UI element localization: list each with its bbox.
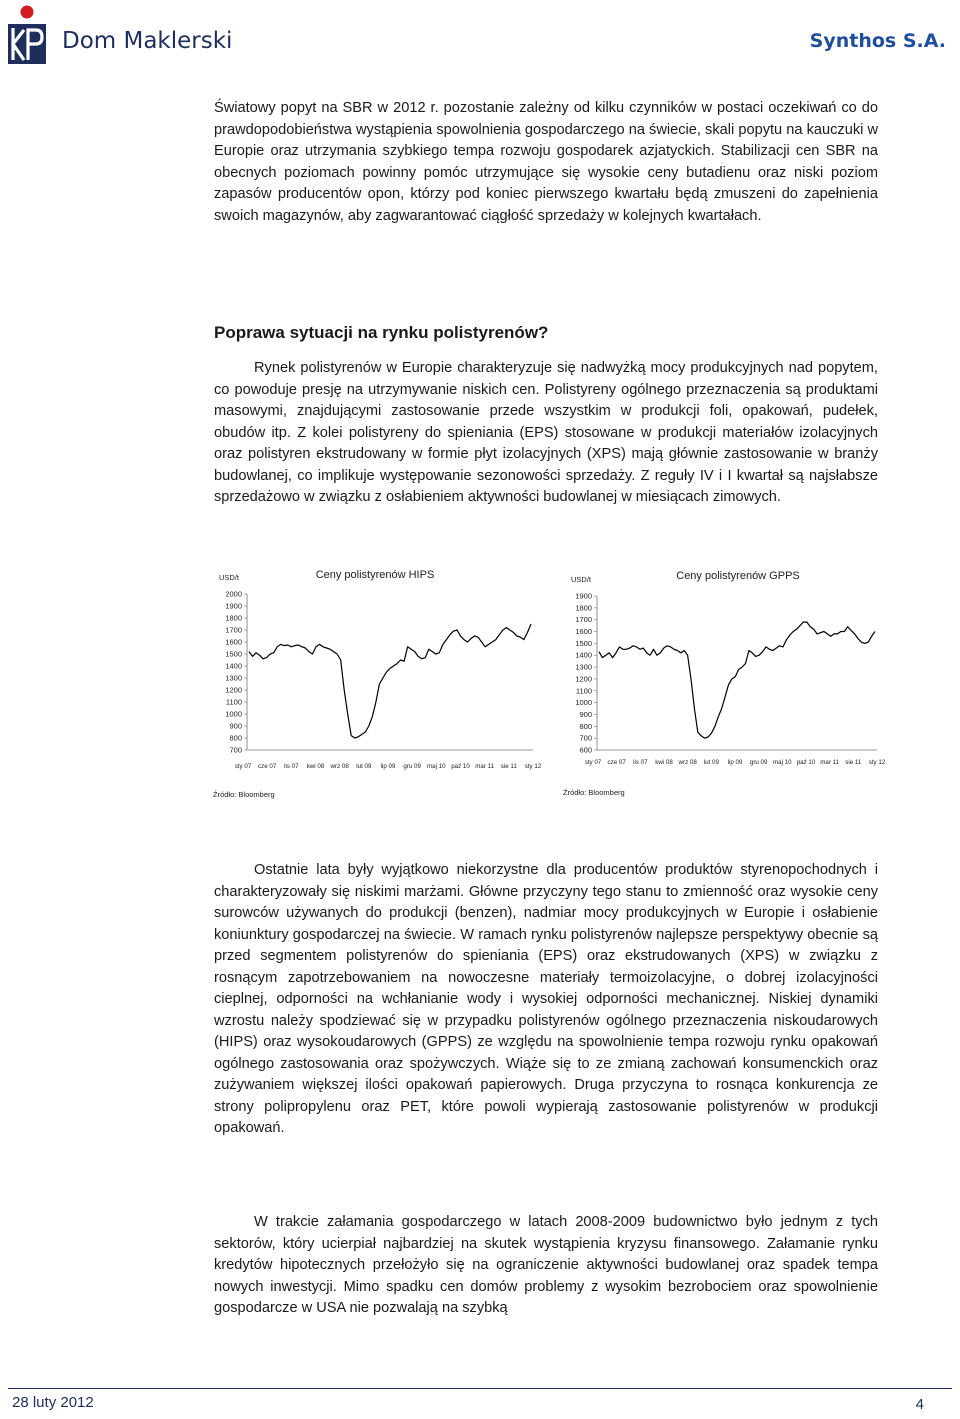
x-tick-label: lip 09 bbox=[380, 763, 396, 770]
y-tick-label: 1700 bbox=[225, 625, 242, 635]
x-tick-label: lip 09 bbox=[727, 759, 743, 766]
x-tick-label: lis 07 bbox=[633, 759, 648, 766]
chart-title: Ceny polistyrenów GPPS bbox=[676, 570, 800, 582]
y-tick-label: 1100 bbox=[575, 686, 592, 696]
y-tick-label: 1100 bbox=[225, 697, 242, 707]
x-tick-label: cze 07 bbox=[258, 763, 277, 770]
y-tick-label: 900 bbox=[229, 721, 242, 731]
footer-date: 28 luty 2012 bbox=[12, 1394, 94, 1411]
chart-svg bbox=[555, 558, 895, 778]
y-tick-label: 600 bbox=[579, 745, 592, 755]
y-tick-label: 1400 bbox=[575, 650, 592, 660]
price-series-line bbox=[599, 622, 875, 738]
x-tick-label: paź 10 bbox=[451, 763, 470, 770]
y-tick-label: 1900 bbox=[575, 591, 592, 601]
y-tick-label: 1800 bbox=[575, 603, 592, 613]
y-tick-label: 1500 bbox=[575, 638, 592, 648]
paragraph-market-conditions: Ostatnie lata były wyjątkowo niekorzystne dla producentów produktów styrenopochodnych i charakteryzowały się niskimi marżami. Główne przyczyny tego stanu to zmienność oraz wysokie ceny surowców używanych do produkcji (benzen), nadmiar mocy produkcyjnych w Europie i osłabienie koniunktury gospodarczej na świecie. W ramach rynku polistyrenów najlepsze perspektywy obecnie są przed segmentem polistyrenów do spieniania (EPS) oraz ekstrudowanych (XPS) w związku z rosnącym zapotrzebowaniem na nowoczesne materiały termoizolacyjne, o dobrej izolacyjności cieplnej, odporności na wchłanianie wody i wysokiej odporności mechanicznej. Niskiej dynamiki wzrostu należy spodziewać się w przypadku polistyrenów ogólnego przeznaczenia niskoudarowych (HIPS) oraz wysokoudarowych (GPPS) ze względu na spowolnienie tempa rozwoju rynku opakowań ogólnego zastosowania oraz spożywczych. Wiąże się to ze zmianą zachowań konsumenckich oraz zużywaniem większej ilości opakowań papierowych. Druga przyczyna to rosnąca konkurencja ze strony polipropylenu oraz PET, które powoli wypierają zastosowanie polistyrenów w produkcji opakowań. bbox=[214, 862, 878, 1136]
price-series-line bbox=[249, 624, 531, 738]
y-tick-label: 1000 bbox=[575, 698, 592, 708]
footer-divider bbox=[8, 1388, 952, 1389]
y-tick-label: 700 bbox=[229, 745, 242, 755]
chart-source-hips: Źródło: Bloomberg bbox=[213, 790, 275, 799]
x-tick-label: wrz 08 bbox=[678, 759, 697, 766]
y-tick-label: 1200 bbox=[225, 685, 242, 695]
y-tick-label: 700 bbox=[579, 733, 592, 743]
x-tick-label: paź 10 bbox=[796, 759, 816, 766]
x-tick-label: kwi 08 bbox=[306, 763, 325, 770]
x-tick-label: wrz 08 bbox=[330, 763, 349, 770]
y-tick-label: 1300 bbox=[575, 662, 592, 672]
y-tick-label: 1000 bbox=[225, 709, 242, 719]
x-tick-label: sty 12 bbox=[524, 763, 542, 770]
y-tick-label: 1600 bbox=[225, 637, 242, 647]
x-tick-label: lis 07 bbox=[284, 763, 299, 770]
y-tick-label: 2000 bbox=[225, 589, 242, 599]
y-tick-label: 1600 bbox=[575, 627, 592, 637]
x-tick-label: sty 07 bbox=[234, 763, 252, 770]
section-heading: Poprawa sytuacji na rynku polistyrenów? bbox=[214, 323, 549, 342]
x-tick-label: lut 09 bbox=[356, 763, 372, 770]
x-tick-label: lut 09 bbox=[703, 759, 719, 766]
y-tick-label: 1500 bbox=[225, 649, 242, 659]
y-tick-label: 900 bbox=[579, 709, 592, 719]
x-tick-label: maj 10 bbox=[773, 759, 792, 766]
x-tick-label: gru 09 bbox=[749, 759, 768, 766]
company-name: Synthos S.A. bbox=[809, 30, 946, 52]
y-tick-label: 1300 bbox=[225, 673, 242, 683]
x-tick-label: cze 07 bbox=[607, 759, 626, 766]
gpps-price-chart bbox=[555, 558, 895, 778]
x-tick-label: sie 11 bbox=[500, 763, 517, 770]
x-tick-label: mar 11 bbox=[820, 759, 840, 766]
y-unit-label: USD/t bbox=[571, 575, 592, 584]
x-tick-label: sty 07 bbox=[584, 759, 602, 766]
y-tick-label: 800 bbox=[579, 721, 592, 731]
section-paragraph: Rynek polistyrenów w Europie charakteryzuje się nadwyżką mocy produkcyjnych nad popytem, co powoduje presję na utrzymywanie niskich cen. Polistyreny ogólnego przeznaczenia są produktami masowymi, znajdującymi zastosowanie przede wszystkim w produkcji foli, opakowań, pudełek, obudów itp. Z kolei polistyreny do spieniania (EPS) stosowane w produkcji materiałów izolacyjnych oraz polistyren ekstrudowany w formie płyt izolacyjnych (XPS) mają głównie zastosowanie w branży budowlanej, co implikuje występowanie sezonowości sprzedaży. Z reguły IV i I kwartał są najsłabsze sprzedażowo w związku z osłabieniem aktywności budowlanej w miesiącach zimowych. bbox=[214, 360, 878, 505]
x-tick-label: sty 12 bbox=[868, 759, 886, 766]
x-tick-label: mar 11 bbox=[475, 763, 495, 770]
chart-title: Ceny polistyrenów HIPS bbox=[315, 569, 435, 581]
x-tick-label: kwi 08 bbox=[655, 759, 673, 766]
y-tick-label: 1900 bbox=[225, 601, 242, 611]
y-tick-label: 1800 bbox=[225, 613, 242, 623]
y-tick-label: 1400 bbox=[225, 661, 242, 671]
y-unit-label: USD/t bbox=[219, 573, 240, 582]
x-tick-label: gru 09 bbox=[403, 763, 421, 770]
y-tick-label: 1200 bbox=[575, 674, 592, 684]
chart-source-gpps: Źródło: Bloomberg bbox=[563, 788, 625, 797]
y-tick-label: 800 bbox=[229, 733, 242, 743]
x-tick-label: maj 10 bbox=[427, 763, 446, 770]
y-tick-label: 1700 bbox=[575, 615, 592, 625]
paragraph-construction: W trakcie załamania gospodarczego w latach 2008-2009 budownictwo było jednym z tych sektorów, który ucierpiał najbardziej na skutek wystąpienia kryzysu finansowego. Załamanie rynku kredytów hipotecznych przełożyło się na ograniczenie aktywności budowlanej oraz spadek tempa nowych inwestycji. Mimo spadku cen domów problemy z wysokim bezrobociem oraz spowolnienie gospodarcze w USA nie pozwalają na szybką bbox=[214, 1214, 878, 1316]
page-number: 4 bbox=[915, 1396, 924, 1413]
brand-name: Dom Maklerski bbox=[62, 28, 233, 54]
hips-price-chart bbox=[195, 558, 545, 778]
x-tick-label: sie 11 bbox=[845, 759, 862, 766]
pko-logo-icon bbox=[4, 4, 50, 66]
chart-svg bbox=[195, 558, 545, 778]
intro-paragraph: Światowy popyt na SBR w 2012 r. pozostanie zależny od kilku czynników w postaci oczekiwań co do prawdopodobieństwa wystąpienia spowolnienia gospodarczego na świecie, skali popytu na kauczuki w Europie oraz utrzymania szybkiego tempa rozwoju gospodarek azjatyckich. Stabilizacji cen SBR na obecnych poziomach powinny pomóc utrzymujące się wysokie ceny butadienu oraz niski poziom zapasów producentów opon, którzy pod koniec pierwszego kwartału będą zmuszeni do zapełnienia swoich magazynów, aby zagwarantować ciągłość sprzedaży w kolejnych kwartałach. bbox=[214, 100, 878, 224]
